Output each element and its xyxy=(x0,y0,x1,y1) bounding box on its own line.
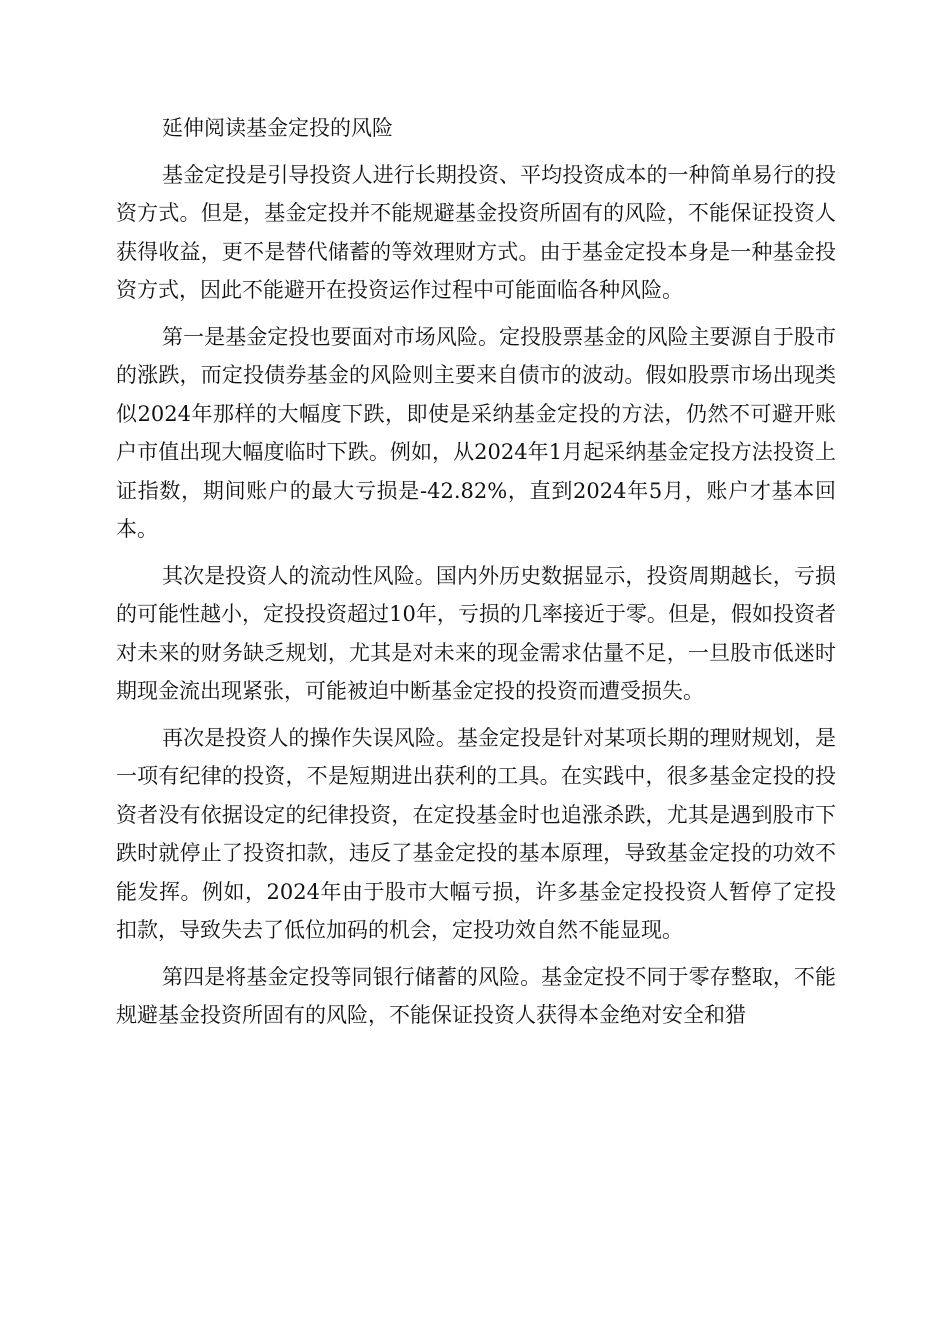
paragraph-intro: 基金定投是引导投资人进行长期投资、平均投资成本的一种简单易行的投资方式。但是，基金定投并不能规避基金投资所固有的风险，不能保证投资人获得收益，更不是替代储蓄的等效理财方式。由于基金定投本身是一种基金投资方式，因此不能避开在投资运作过程中可能面临各种风险。 xyxy=(116,162,836,302)
paragraph-market-risk: 第一是基金定投也要面对市场风险。定投股票基金的风险主要源自于股市的涨跌，而定投债券基金的风险则主要来自债市的波动。假如股票市场出现类似2024年那样的大幅度下跌，即使是采纳基金定投的方法，仍然不可避开账户市值出现大幅度临时下跌。例如，从2024年1月起采纳基金定投方法投资上证指数，期间账户的最大亏损是-42.82%，直到2024年5月，账户才基本回本。 xyxy=(116,324,836,541)
paragraph-operation-risk: 再次是投资人的操作失误风险。基金定投是针对某项长期的理财规划，是一项有纪律的投资，不是短期进出获利的工具。在实践中，很多基金定投的投资者没有依据设定的纪律投资，在定投基金时也追涨杀跌，尤其是遇到股市下跌时就停止了投资扣款，违反了基金定投的基本原理，导致基金定投的功效不能发挥。例如，2024年由于股市大幅亏损，许多基金定投投资人暂停了定投扣款，导致失去了低位加码的机会，定投功效自然不能显现。 xyxy=(116,725,836,942)
paragraph-savings-risk: 第四是将基金定投等同银行储蓄的风险。基金定投不同于零存整取，不能规避基金投资所固有的风险，不能保证投资人获得本金绝对安全和猎 xyxy=(116,964,836,1027)
document-body xyxy=(116,109,836,1043)
paragraph-liquidity-risk: 其次是投资人的流动性风险。国内外历史数据显示，投资周期越长，亏损的可能性越小，定投投资超过10年，亏损的几率接近于零。但是，假如投资者对未来的财务缺乏规划，尤其是对未来的现金需求估量不足，一旦股市低迷时期现金流出现紧张，可能被迫中断基金定投的投资而遭受损失。 xyxy=(116,563,836,703)
document-title: 延伸阅读基金定投的风险 xyxy=(162,116,393,140)
